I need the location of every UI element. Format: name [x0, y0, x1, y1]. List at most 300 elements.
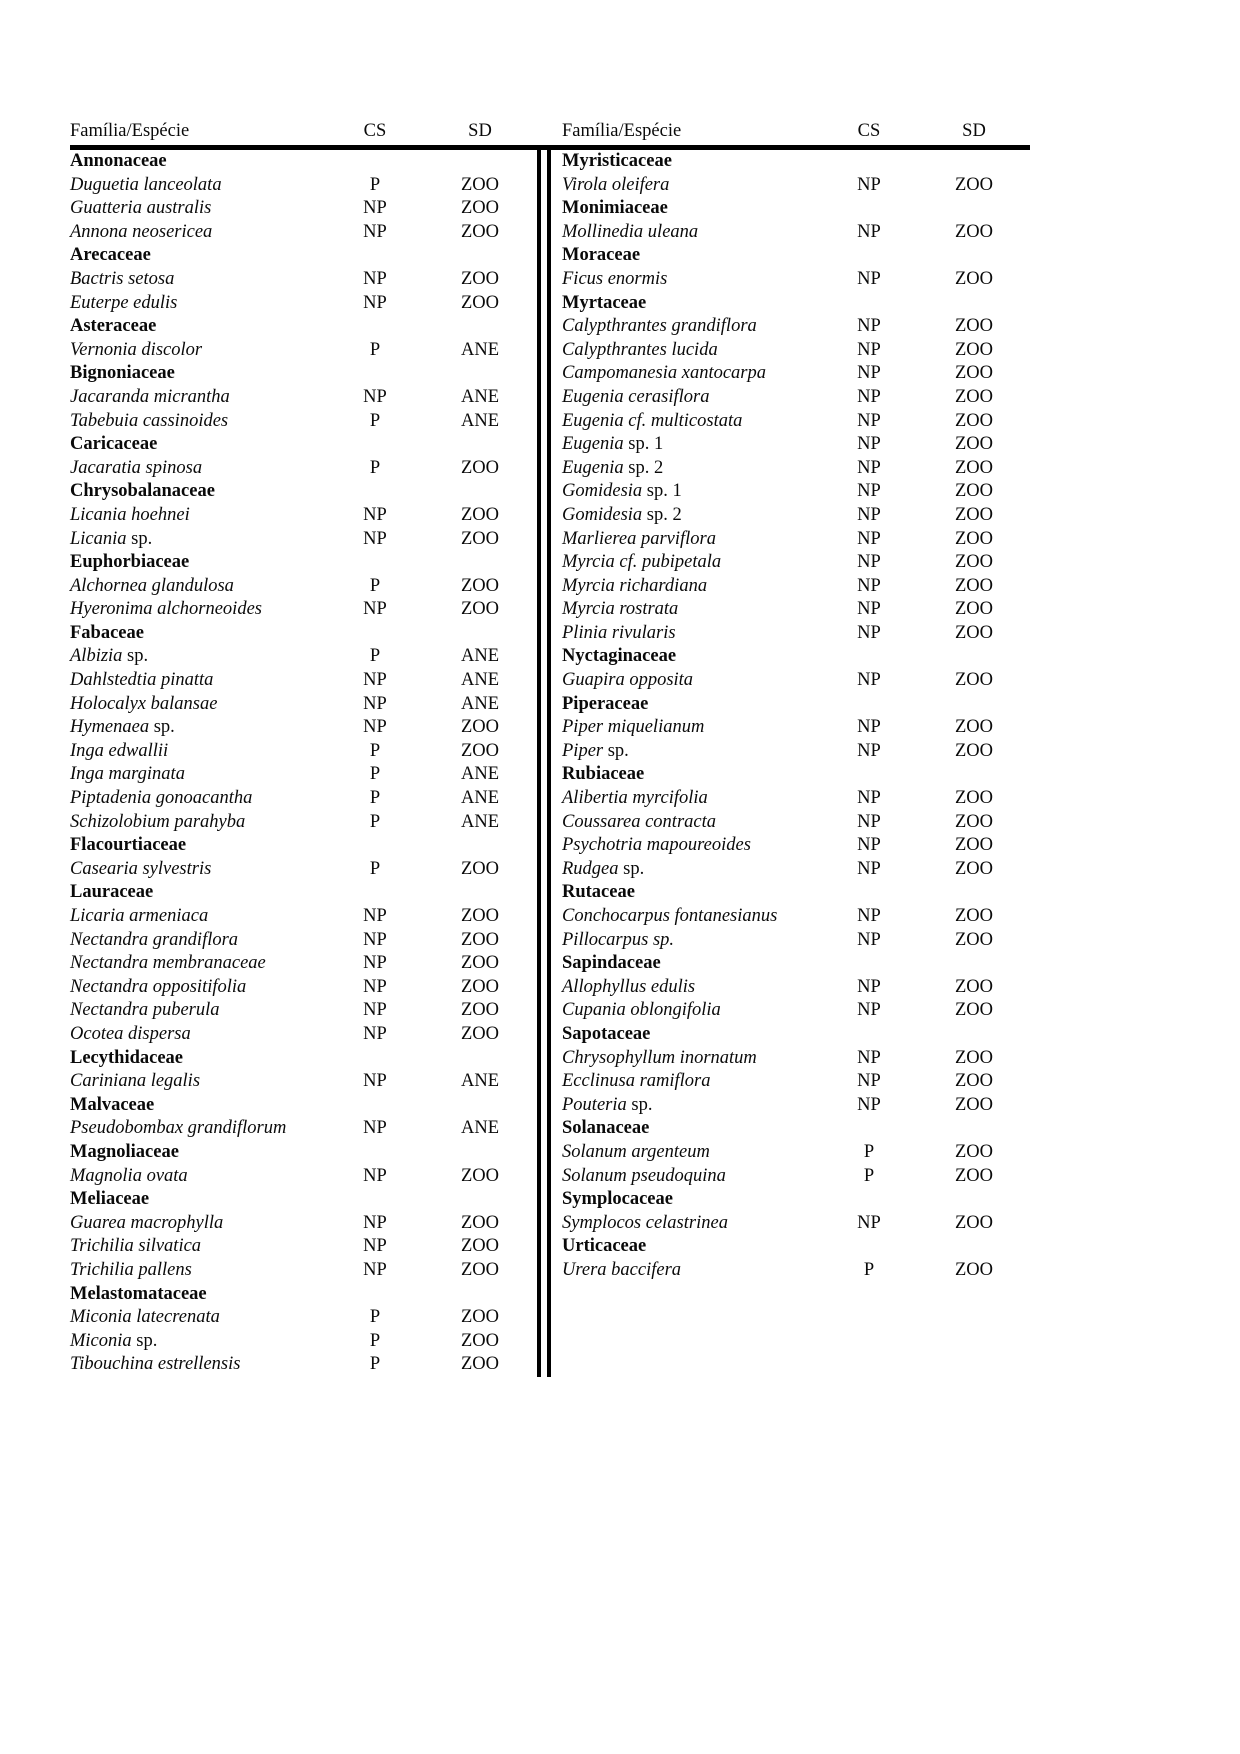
- species-row: [556, 1165, 1029, 1189]
- sd-value: ZOO: [954, 481, 994, 502]
- species-row: [556, 528, 1029, 552]
- family-row: [556, 763, 1029, 787]
- sd-value: ZOO: [460, 717, 500, 738]
- family-name: [556, 1023, 819, 1047]
- cs-value: NP: [363, 1000, 387, 1021]
- family-name: [70, 480, 325, 504]
- family-row: [70, 834, 535, 858]
- cs-value: NP: [857, 481, 881, 502]
- species-row: [556, 622, 1029, 646]
- header-sd-right: SD: [962, 121, 986, 141]
- sd-value: ZOO: [460, 858, 500, 879]
- sd-value: [919, 881, 1029, 905]
- species-name: [556, 669, 819, 693]
- sd-value: ZOO: [460, 929, 500, 950]
- sd-value: [425, 834, 535, 858]
- cs-value: [819, 197, 919, 221]
- species-name: [70, 292, 325, 316]
- family-name-text: Caricaceae: [70, 434, 158, 455]
- family-name: [70, 1141, 325, 1165]
- family-name: [556, 952, 819, 976]
- cs-value: [819, 1188, 919, 1212]
- species-name-italic: Eugenia: [562, 457, 624, 478]
- species-name-italic: Guapira opposita: [562, 670, 694, 691]
- cs-value: P: [369, 1354, 381, 1375]
- family-name: [556, 292, 819, 316]
- cs-value: NP: [363, 528, 387, 549]
- species-name-italic: Inga marginata: [70, 764, 185, 785]
- sd-value: [425, 433, 535, 457]
- species-name: [70, 575, 325, 599]
- family-name: [556, 1188, 819, 1212]
- sd-value: ANE: [460, 693, 500, 714]
- family-row: [70, 480, 535, 504]
- species-name-italic: Gomidesia: [562, 481, 643, 502]
- cs-value: NP: [857, 1094, 881, 1115]
- species-name: [556, 410, 819, 434]
- species-name: [556, 315, 819, 339]
- species-name: [556, 858, 819, 882]
- sd-value: [425, 551, 535, 575]
- sd-value: ZOO: [954, 316, 994, 337]
- sd-value: ZOO: [954, 410, 994, 431]
- species-row: [556, 1070, 1029, 1094]
- family-row: [70, 1047, 535, 1071]
- species-name: [70, 693, 325, 717]
- sd-value: ZOO: [954, 1212, 994, 1233]
- sd-value: ZOO: [954, 1165, 994, 1186]
- family-name: [70, 362, 325, 386]
- sd-value: [425, 1141, 535, 1165]
- species-row: [70, 976, 535, 1000]
- species-name-italic: Hymenaea: [70, 717, 150, 738]
- species-name: [70, 1023, 325, 1047]
- sd-value: ZOO: [954, 622, 994, 643]
- family-row: [556, 1235, 1029, 1259]
- species-name-italic: Marlierea parviflora: [562, 528, 716, 549]
- sd-value: [425, 362, 535, 386]
- cs-value: NP: [363, 693, 387, 714]
- sd-value: ZOO: [460, 221, 500, 242]
- family-name-text: Flacourtiaceae: [70, 835, 187, 856]
- family-name: [70, 1188, 325, 1212]
- cs-value: NP: [857, 858, 881, 879]
- species-name-italic: Pouteria: [562, 1094, 627, 1115]
- species-name: [70, 528, 325, 552]
- sd-value: ZOO: [954, 339, 994, 360]
- sd-value: [425, 622, 535, 646]
- species-name: [70, 174, 325, 198]
- sd-value: ZOO: [460, 906, 500, 926]
- species-name-italic: Miconia: [70, 1330, 132, 1351]
- sd-value: ZOO: [460, 198, 500, 219]
- species-name-italic: Pillocarpus sp.: [562, 929, 675, 950]
- species-name-roman: sp. 1: [642, 481, 682, 502]
- species-name: [70, 598, 325, 622]
- family-name-text: Nyctaginaceae: [562, 646, 677, 667]
- family-name-text: Moraceae: [562, 245, 641, 266]
- family-name: [556, 881, 819, 905]
- sd-value: ZOO: [954, 268, 994, 289]
- sd-value: ZOO: [954, 740, 994, 761]
- sd-value: ZOO: [954, 575, 994, 596]
- species-name: [70, 1353, 325, 1377]
- cs-value: [325, 480, 425, 504]
- sd-value: ZOO: [954, 670, 994, 691]
- species-name: [556, 716, 819, 740]
- sd-value: ZOO: [460, 457, 500, 478]
- sd-value: ANE: [460, 339, 500, 360]
- family-row: [70, 150, 535, 174]
- cs-value: NP: [857, 976, 881, 997]
- family-name: [556, 1117, 819, 1141]
- cs-value: NP: [857, 670, 881, 691]
- species-name-italic: Albizia: [70, 646, 123, 667]
- species-name: [70, 386, 325, 410]
- species-name-italic: Guatteria australis: [70, 198, 212, 219]
- species-name-italic: Rudgea: [562, 858, 619, 879]
- species-name-roman: sp.: [131, 1330, 158, 1351]
- species-name: [70, 716, 325, 740]
- cs-value: [819, 1023, 919, 1047]
- species-name: [556, 174, 819, 198]
- cs-value: NP: [857, 1000, 881, 1021]
- cs-value: NP: [363, 1212, 387, 1233]
- species-name: [70, 929, 325, 953]
- cs-value: [819, 244, 919, 268]
- sd-value: ANE: [460, 1118, 500, 1139]
- species-name-italic: Eugenia: [562, 434, 624, 455]
- sd-value: ZOO: [460, 1307, 500, 1328]
- family-name: [70, 1047, 325, 1071]
- cs-value: [325, 1188, 425, 1212]
- family-name: [556, 150, 819, 174]
- family-name-text: Myristicaceae: [562, 151, 672, 171]
- species-name-italic: Nectandra puberula: [70, 1000, 220, 1021]
- species-name: [70, 197, 325, 221]
- species-name: [70, 1117, 325, 1141]
- species-name-italic: Tibouchina estrellensis: [70, 1354, 241, 1375]
- cs-value: NP: [857, 339, 881, 360]
- species-row: [556, 669, 1029, 693]
- species-name-italic: Ocotea dispersa: [70, 1023, 191, 1044]
- species-row: [556, 834, 1029, 858]
- species-name: [556, 1165, 819, 1189]
- cs-value: NP: [857, 1212, 881, 1233]
- species-name-italic: Alibertia myrcifolia: [562, 788, 708, 809]
- family-name-text: Piperaceae: [562, 693, 649, 714]
- sd-value: [425, 1188, 535, 1212]
- family-name: [70, 1283, 325, 1307]
- cs-value: NP: [363, 268, 387, 289]
- species-name-italic: Guarea macrophylla: [70, 1212, 224, 1233]
- species-row: [70, 1117, 535, 1141]
- species-name-italic: Ficus enormis: [562, 268, 668, 289]
- family-name-text: Annonaceae: [70, 151, 167, 171]
- cs-value: NP: [857, 1071, 881, 1092]
- species-row: [556, 575, 1029, 599]
- species-name-italic: Myrcia richardiana: [562, 575, 708, 596]
- cs-value: NP: [857, 504, 881, 525]
- species-name-italic: Solanum argenteum: [562, 1141, 710, 1162]
- species-name-italic: Inga edwallii: [70, 740, 169, 761]
- species-name-roman: sp. 2: [623, 457, 664, 478]
- species-name: [556, 1047, 819, 1071]
- family-name-text: Bignoniaceae: [70, 363, 175, 384]
- species-name-italic: Eugenia cf. multicostata: [562, 410, 743, 431]
- cs-value: NP: [857, 740, 881, 761]
- species-row: [556, 551, 1029, 575]
- table-right-column: [556, 150, 1029, 1377]
- sd-value: ZOO: [954, 386, 994, 407]
- species-row: [556, 221, 1029, 245]
- species-name-italic: Licania: [70, 528, 127, 549]
- species-name: [70, 1259, 325, 1283]
- sd-value: ZOO: [954, 1047, 994, 1068]
- cs-value: NP: [857, 221, 881, 242]
- species-row: [556, 1259, 1029, 1283]
- species-name: [556, 362, 819, 386]
- species-row: [70, 598, 535, 622]
- cs-value: NP: [857, 575, 881, 596]
- sd-value: ANE: [460, 386, 500, 407]
- cs-value: NP: [857, 268, 881, 289]
- sd-value: ZOO: [954, 717, 994, 738]
- sd-value: ZOO: [954, 1071, 994, 1092]
- header-family-species-left: Família/Espécie: [70, 121, 190, 141]
- sd-value: [425, 315, 535, 339]
- species-row: [70, 268, 535, 292]
- cs-value: [819, 1235, 919, 1259]
- species-name-italic: Nectandra membranaceae: [70, 953, 266, 974]
- sd-value: [425, 1283, 535, 1307]
- species-name-italic: Euterpe edulis: [70, 292, 178, 313]
- sd-value: ZOO: [460, 174, 500, 195]
- family-row: [70, 244, 535, 268]
- family-row: [70, 433, 535, 457]
- species-name-italic: Plinia rivularis: [562, 622, 676, 643]
- species-name: [70, 999, 325, 1023]
- table-body: [70, 150, 1030, 1377]
- species-row: [70, 1070, 535, 1094]
- sd-value: ZOO: [954, 599, 994, 620]
- species-name: [556, 622, 819, 646]
- family-row: [556, 1188, 1029, 1212]
- species-name-roman: sp. 2: [642, 504, 682, 525]
- species-name-italic: Piper miquelianum: [562, 717, 705, 738]
- family-row: [556, 645, 1029, 669]
- family-row: [556, 1023, 1029, 1047]
- species-row: [556, 315, 1029, 339]
- species-name-italic: Urera baccifera: [562, 1259, 682, 1280]
- cs-value: [325, 1283, 425, 1307]
- species-row: [70, 669, 535, 693]
- sd-value: ZOO: [460, 1259, 500, 1280]
- species-name: [70, 740, 325, 764]
- cs-value: NP: [857, 457, 881, 478]
- family-row: [556, 693, 1029, 717]
- family-name: [70, 881, 325, 905]
- species-name: [556, 929, 819, 953]
- family-name: [70, 433, 325, 457]
- species-row: [556, 598, 1029, 622]
- species-name-italic: Myrcia rostrata: [562, 599, 679, 620]
- family-row: [556, 197, 1029, 221]
- sd-value: [919, 197, 1029, 221]
- sd-value: ZOO: [954, 1000, 994, 1021]
- sd-value: ZOO: [954, 929, 994, 950]
- species-name: [556, 551, 819, 575]
- species-name-italic: Nectandra oppositifolia: [70, 976, 247, 997]
- species-row: [70, 1353, 535, 1377]
- cs-value: [325, 433, 425, 457]
- species-name-italic: Vernonia discolor: [70, 339, 203, 360]
- species-name-italic: Coussarea contracta: [562, 811, 716, 832]
- family-name-text: Sapindaceae: [562, 953, 661, 974]
- sd-value: ZOO: [954, 1259, 994, 1280]
- species-name: [556, 740, 819, 764]
- cs-value: [325, 362, 425, 386]
- species-name: [70, 1165, 325, 1189]
- species-name-italic: Cupania oblongifolia: [562, 1000, 721, 1021]
- species-name-italic: Myrcia cf. pubipetala: [562, 552, 722, 573]
- species-name-italic: Holocalyx balansae: [70, 693, 218, 714]
- species-name-italic: Hyeronima alchorneoides: [70, 599, 262, 620]
- species-name: [556, 433, 819, 457]
- cs-value: NP: [857, 552, 881, 573]
- species-row: [70, 999, 535, 1023]
- species-name: [556, 480, 819, 504]
- cs-value: [819, 693, 919, 717]
- cs-value: [325, 150, 425, 174]
- sd-value: [919, 645, 1029, 669]
- family-name-text: Rubiaceae: [562, 764, 645, 785]
- species-row: [556, 1094, 1029, 1118]
- header-family-species-right: Família/Espécie: [562, 121, 682, 141]
- species-name: [70, 410, 325, 434]
- species-row: [70, 221, 535, 245]
- species-name: [70, 858, 325, 882]
- table-left-column: [70, 150, 535, 1377]
- sd-value: ZOO: [954, 221, 994, 242]
- cs-value: NP: [363, 292, 387, 313]
- family-name-text: Meliaceae: [70, 1189, 150, 1210]
- cs-value: P: [863, 1259, 875, 1280]
- cs-value: [325, 315, 425, 339]
- species-name-italic: Piper: [562, 740, 604, 761]
- species-name: [556, 386, 819, 410]
- species-name-italic: Tabebuia cassinoides: [70, 410, 229, 431]
- species-row: [556, 410, 1029, 434]
- sd-value: ZOO: [460, 528, 500, 549]
- family-name: [556, 244, 819, 268]
- species-table: [70, 112, 1030, 1377]
- species-name: [70, 504, 325, 528]
- family-row: [556, 292, 1029, 316]
- table-header-row: [70, 112, 1030, 145]
- sd-value: ZOO: [954, 552, 994, 573]
- species-name-italic: Mollinedia uleana: [562, 221, 699, 242]
- sd-value: ANE: [460, 670, 500, 691]
- cs-value: NP: [857, 622, 881, 643]
- cs-value: P: [369, 764, 381, 785]
- species-row: [556, 787, 1029, 811]
- species-row: [556, 858, 1029, 882]
- cs-value: [819, 952, 919, 976]
- sd-value: [919, 952, 1029, 976]
- species-row: [70, 740, 535, 764]
- sd-value: ZOO: [460, 292, 500, 313]
- sd-value: [919, 244, 1029, 268]
- sd-value: ANE: [460, 1071, 500, 1092]
- sd-value: ZOO: [954, 858, 994, 879]
- species-name-italic: Virola oleifera: [562, 174, 670, 195]
- species-name-roman: sp.: [149, 717, 175, 738]
- sd-value: ZOO: [460, 599, 500, 620]
- species-name-italic: Conchocarpus fontanesianus: [562, 906, 778, 926]
- cs-value: NP: [363, 386, 387, 407]
- sd-value: ZOO: [460, 1212, 500, 1233]
- species-row: [70, 197, 535, 221]
- cs-value: NP: [857, 929, 881, 950]
- species-row: [70, 858, 535, 882]
- cs-value: NP: [857, 717, 881, 738]
- family-name-text: Rutaceae: [562, 882, 635, 903]
- species-name: [556, 834, 819, 858]
- species-name: [70, 952, 325, 976]
- species-row: [70, 575, 535, 599]
- species-name: [70, 811, 325, 835]
- species-name: [556, 787, 819, 811]
- sd-value: ZOO: [954, 528, 994, 549]
- sd-value: [919, 292, 1029, 316]
- species-name-italic: Jacaranda micrantha: [70, 386, 230, 407]
- species-name: [70, 905, 325, 929]
- species-row: [556, 999, 1029, 1023]
- species-name: [70, 645, 325, 669]
- species-row: [70, 645, 535, 669]
- cs-value: NP: [857, 386, 881, 407]
- sd-value: [425, 244, 535, 268]
- species-name: [556, 575, 819, 599]
- species-row: [70, 386, 535, 410]
- species-name: [70, 339, 325, 363]
- cs-value: [819, 292, 919, 316]
- species-name-roman: sp.: [618, 858, 645, 879]
- species-row: [556, 811, 1029, 835]
- cs-value: NP: [363, 599, 387, 620]
- species-name-italic: Alchornea glandulosa: [70, 575, 234, 596]
- family-row: [70, 551, 535, 575]
- species-name-italic: Symplocos celastrinea: [562, 1212, 728, 1233]
- cs-value: P: [369, 788, 381, 809]
- family-name-text: Sapotaceae: [562, 1023, 651, 1044]
- species-name-italic: Casearia sylvestris: [70, 858, 212, 879]
- family-name: [70, 150, 325, 174]
- family-row: [70, 315, 535, 339]
- cs-value: P: [369, 410, 381, 431]
- species-name: [556, 1259, 819, 1283]
- cs-value: P: [863, 1165, 875, 1186]
- sd-value: [425, 480, 535, 504]
- species-row: [70, 905, 535, 929]
- species-name: [70, 221, 325, 245]
- species-row: [556, 716, 1029, 740]
- sd-value: [919, 1023, 1029, 1047]
- cs-value: NP: [857, 811, 881, 832]
- species-row: [556, 740, 1029, 764]
- species-row: [556, 1047, 1029, 1071]
